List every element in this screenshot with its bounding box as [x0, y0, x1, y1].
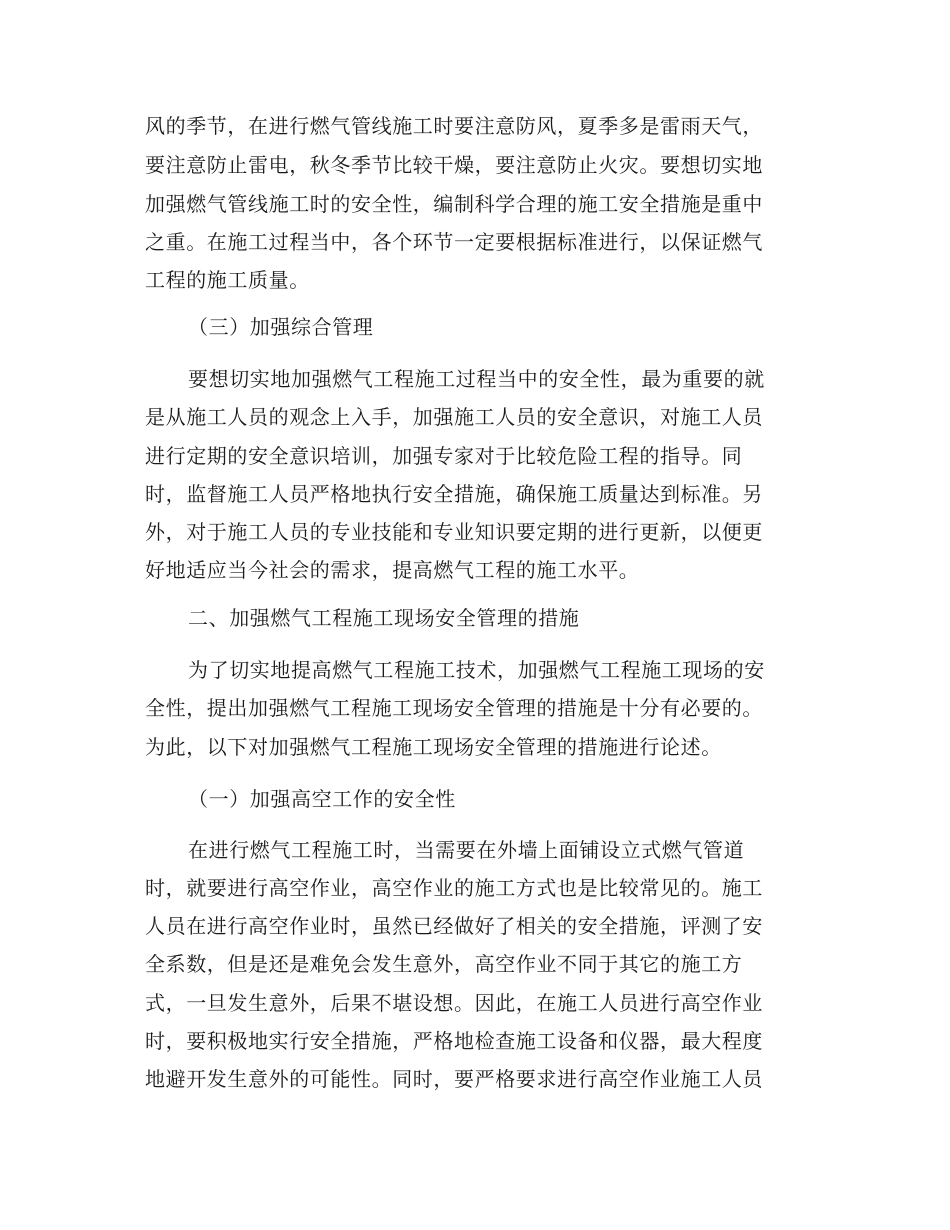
body-text-line: 式，一旦发生意外，后果不堪设想。因此，在施工人员进行高空作业: [145, 991, 763, 1015]
body-text-line: 在进行燃气工程施工时，当需要在外墙上面铺设立式燃气管道: [188, 838, 745, 862]
body-text-line: 为了切实地提高燃气工程施工技术，加强燃气工程施工现场的安: [188, 658, 765, 682]
body-text-line: 风的季节，在进行燃气管线施工时要注意防风，夏季多是雷雨天气，: [145, 114, 763, 138]
section-heading: （三）加强综合管理: [188, 315, 374, 339]
body-text-line: 时，监督施工人员严格地执行安全措施，确保施工质量达到标准。另: [145, 482, 763, 506]
body-text-line: 要注意防止雷电，秋冬季节比较干燥，要注意防止火灾。要想切实地: [145, 153, 763, 177]
body-text-line: 是从施工人员的观念上入手，加强施工人员的安全意识，对施工人员: [145, 405, 763, 429]
body-text-line: 好地适应当今社会的需求，提高燃气工程的施工水平。: [145, 558, 640, 582]
body-text-line: 工程的施工质量。: [145, 268, 310, 292]
body-text-line: 外，对于施工人员的专业技能和专业知识要定期的进行更新，以便更: [145, 520, 763, 544]
body-text-line: 人员在进行高空作业时，虽然已经做好了相关的安全措施，评测了安: [145, 914, 763, 938]
body-text-line: 要想切实地加强燃气工程施工过程当中的安全性，最为重要的就: [188, 367, 765, 391]
section-heading: 二、加强燃气工程施工现场安全管理的措施: [188, 606, 580, 630]
body-text-line: 进行定期的安全意识培训，加强专家对于比较危险工程的指导。同: [145, 444, 743, 468]
body-text-line: 时，就要进行高空作业，高空作业的施工方式也是比较常见的。施工: [145, 876, 763, 900]
body-text-line: 全系数，但是还是难免会发生意外，高空作业不同于其它的施工方: [145, 952, 743, 976]
body-text-line: 为此，以下对加强燃气工程施工现场安全管理的措施进行论述。: [145, 735, 722, 759]
body-text-line: 之重。在施工过程当中，各个环节一定要根据标准进行，以保证燃气: [145, 230, 763, 254]
body-text-line: 地避开发生意外的可能性。同时，要严格要求进行高空作业施工人员: [145, 1067, 763, 1091]
body-text-line: 时，要积极地实行安全措施，严格地检查施工设备和仪器，最大程度: [145, 1029, 763, 1053]
body-text-line: 加强燃气管线施工时的安全性，编制科学合理的施工安全措施是重中: [145, 192, 763, 216]
section-heading: （一）加强高空工作的安全性: [188, 787, 456, 811]
body-text-line: 全性，提出加强燃气工程施工现场安全管理的措施是十分有必要的。: [145, 696, 763, 720]
